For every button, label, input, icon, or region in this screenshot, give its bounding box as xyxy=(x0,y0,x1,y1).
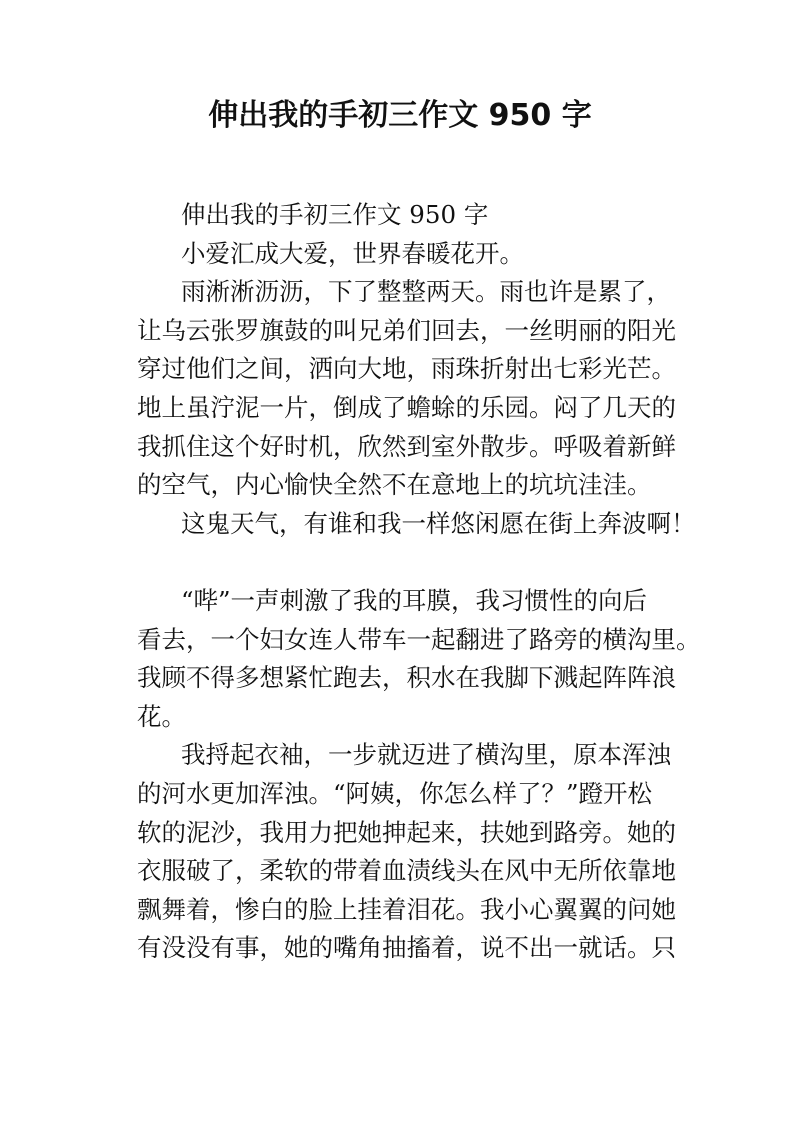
paragraph-line: 我顾不得多想紧忙跑去，积水在我脚下溅起阵阵浪 xyxy=(137,663,676,693)
paragraph-line: 雨淅淅沥沥，下了整整两天。雨也许是累了， xyxy=(181,277,671,307)
paragraph-line: 软的泥沙，我用力把她抻起来，扶她到路旁。她的 xyxy=(137,817,676,847)
paragraph-line: 小爱汇成大爱，世界春暖花开。 xyxy=(181,238,524,268)
paragraph-line: 让乌云张罗旗鼓的叫兄弟们回去，一丝明丽的阳光 xyxy=(137,315,676,345)
paragraph-line: 这鬼天气，有谁和我一样悠闲愿在街上奔波啊！ xyxy=(181,508,696,538)
paragraph-line: 有没没有事，她的嘴角抽搐着，说不出一就话。只 xyxy=(137,933,676,963)
paragraph-line: 地上虽泞泥一片，倒成了蟾蜍的乐园。闷了几天的 xyxy=(137,392,676,422)
paragraph-line: 的空气，内心愉快全然不在意地上的坑坑洼洼。 xyxy=(137,470,652,500)
paragraph-line: 伸出我的手初三作文 950 字 xyxy=(181,200,489,229)
paragraph-line: 花。 xyxy=(137,701,186,731)
paragraph-line: 飘舞着，惨白的脸上挂着泪花。我小心翼翼的问她 xyxy=(137,894,676,924)
document-body xyxy=(137,196,701,968)
paragraph-line: 看去，一个妇女连人带车一起翻进了路旁的横沟里。 xyxy=(137,624,701,654)
paragraph-line: 我抓住这个好时机，欣然到室外散步。呼吸着新鲜 xyxy=(137,431,676,461)
blank-line xyxy=(137,543,677,582)
paragraph-line: 我捋起衣袖，一步就迈进了横沟里，原本浑浊 xyxy=(181,740,671,770)
paragraph-line: 衣服破了，柔软的带着血渍线头在风中无所依靠地 xyxy=(137,856,676,886)
paragraph-line: 穿过他们之间，洒向大地，雨珠折射出七彩光芒。 xyxy=(137,354,676,384)
paragraph-line: “哔”一声刺激了我的耳膜，我习惯性的向后 xyxy=(181,585,648,615)
document-title: 伸出我的手初三作文 950 字 xyxy=(208,98,592,133)
paragraph-line: 的河水更加浑浊。“阿姨，你怎么样了？”蹬开松 xyxy=(137,778,653,808)
